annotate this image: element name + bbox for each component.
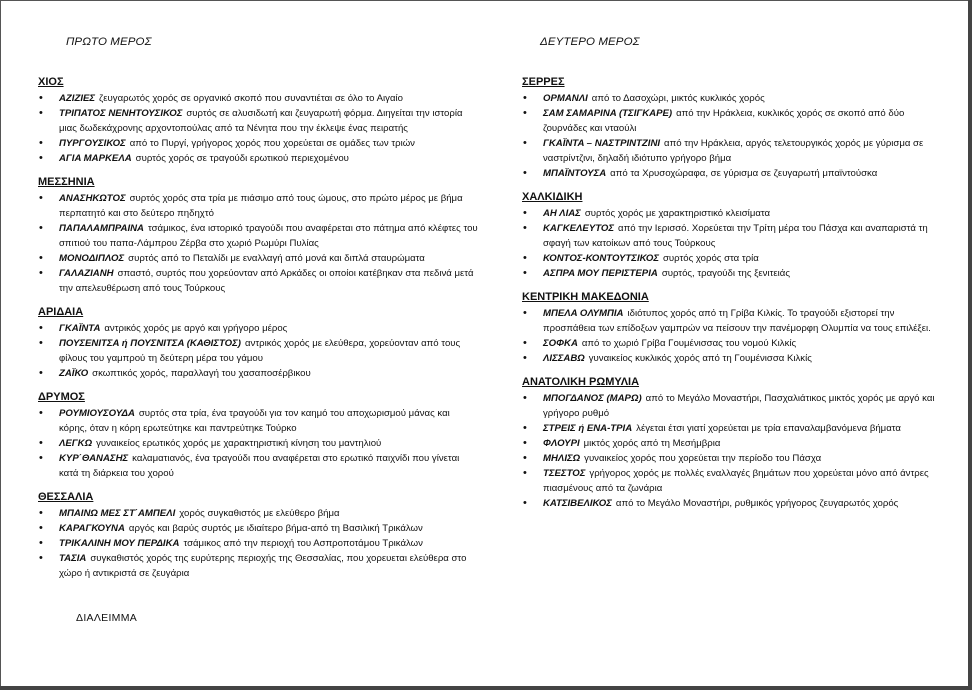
- dance-list: [38, 191, 478, 296]
- dance-list-item: [38, 251, 478, 266]
- dance-description: συρτός στα τρία, ένα τραγούδι για τον καημό του αποχωρισμού μάνας και κόρης, όταν η κόρη ερωτεύτηκε και παντρεύτηκε Τούρκο: [59, 408, 450, 434]
- dance-list: [522, 91, 942, 181]
- dance-list-item: [38, 436, 478, 451]
- dance-description: συρτός χορός στα τρία με πιάσιμο από τους ώμους, στο πρώτο μέρος με βήμα περπατητό και στο δεύτερο πηδηχτό: [59, 193, 463, 219]
- dance-name: ΜΠΕΛΑ ΟΛΥΜΠΙΑ: [543, 308, 624, 319]
- dance-description: συγκαθιστός χορός της ευρύτερης περιοχής της Θεσσαλίας, που χορευεται ελεύθερα στο χώρο ή αντικριστά σε ζευγάρια: [59, 553, 467, 579]
- region-section: [522, 75, 942, 181]
- dance-list-item: [38, 106, 478, 136]
- dance-name: ΚΥΡ΄ΘΑΝΑΣΗΣ: [59, 453, 129, 464]
- dance-name: ΖΑΪΚΟ: [59, 368, 89, 379]
- dance-list-item: [522, 206, 942, 221]
- dance-description: από το Δασοχώρι, μικτός κυκλικός χορός: [591, 93, 765, 104]
- dance-list-item: [522, 91, 942, 106]
- dance-description: καλαματιανός, ένα τραγούδι που αναφέρεται στο ερωτικό παιχνίδι που γίνεται κατά τη διάρκεια του χορού: [59, 453, 460, 479]
- dance-description: από το Μεγάλο Μοναστήρι, ρυθμικός γρήγορος ζευγαρωτός χορός: [615, 498, 899, 509]
- dance-name: ΛΙΣΣΑΒΩ: [543, 353, 585, 364]
- dance-name: ΚΑΡΑΓΚΟΥΝΑ: [59, 523, 125, 534]
- dance-list: [522, 306, 942, 366]
- left-sections: [38, 75, 478, 581]
- dance-name: ΠΟΥΣΕΝΙΤΣΑ ή ΠΟΥΣΝΙΤΣΑ (ΚΑΘΙΣΤΟΣ): [59, 338, 241, 349]
- dance-description: συρτός χορός με χαρακτηριστικό κλεισίματα: [584, 208, 771, 219]
- dance-description: αργός και βαρύς συρτός με ιδιαίτερο βήμα-από τη Βασιλική Τρικάλων: [128, 523, 423, 534]
- dance-list-item: [522, 496, 942, 511]
- dance-name: ΓΚΑΪΝΤΑ: [59, 323, 101, 334]
- dance-description: από την Ιερισσό. Χορεύεται την Τρίτη μέρα του Πάσχα και αναπαριστά τη σφαγή των κατοίκων από τους Τούρκους: [543, 223, 928, 249]
- dance-description: σκωπτικός χορός, παραλλαγή του χασαποσέρβικου: [92, 368, 311, 379]
- dance-description: μικτός χορός από τη Μεσήμβρια: [583, 438, 721, 449]
- region-title: ΑΝΑΤΟΛΙΚΗ ΡΩΜΥΛΙΑ: [522, 376, 640, 388]
- dance-name: ΤΣΕΣΤΟΣ: [543, 468, 586, 479]
- dance-name: ΣΑΜ ΣΑΜΑΡΙΝΑ (ΤΣΙΓΚΑΡΕ): [543, 108, 673, 119]
- dance-description: από την Ηράκλεια, κυκλικός χορός σε σκοπό από δύο ζουρνάδες και νταούλι: [543, 108, 905, 134]
- dance-list: [38, 321, 478, 381]
- dance-name: ΓΚΑΪΝΤΑ – ΝΑΣΤΡΙΝΤΖΙΝΙ: [543, 138, 661, 149]
- dance-description: χορός συγκαθιστός με ελεύθερο βήμα: [179, 508, 340, 519]
- region-title: ΚΕΝΤΡΙΚΗ ΜΑΚΕΔΟΝΙΑ: [522, 291, 649, 303]
- dance-name: ΠΥΡΓΟΥΣΙΚΟΣ: [59, 138, 126, 149]
- region-section: [38, 490, 478, 581]
- dance-name: ΡΟΥΜΙΟΥΣΟΥΔΑ: [59, 408, 135, 419]
- region-title: ΔΡΥΜΟΣ: [38, 391, 85, 403]
- dance-description: τσάμικος από την περιοχή του Ασπροποτάμου Τρικάλων: [183, 538, 423, 549]
- dance-list-item: [38, 406, 478, 436]
- dance-list: [38, 406, 478, 481]
- dance-description: γυναικείος χορός που χορεύεται την περίοδο του Πάσχα: [584, 453, 822, 464]
- dance-description: αντρικός χορός με αργό και γρήγορο μέρος: [104, 323, 288, 334]
- dance-list-item: [38, 536, 478, 551]
- region-section: [522, 290, 942, 366]
- dance-description: συρτός χορός σε τραγούδι ερωτικού περιεχομένου: [135, 153, 349, 164]
- dance-list-item: [522, 451, 942, 466]
- dance-name: ΤΡΙΚΑΛΙΝΗ ΜΟΥ ΠΕΡΔΙΚΑ: [59, 538, 180, 549]
- dance-list-item: [522, 221, 942, 251]
- dance-description: από το χωριό Γρίβα Γουμένισσας του νομού Κιλκίς: [581, 338, 797, 349]
- dance-list-item: [38, 366, 478, 381]
- dance-name: ΣΟΦΚΑ: [543, 338, 578, 349]
- dance-list-item: [38, 91, 478, 106]
- region-title: ΣΕΡΡΕΣ: [522, 76, 565, 88]
- dance-list-item: [522, 466, 942, 496]
- dance-description: τσάμικος, ένα ιστορικό τραγούδι που αναφέρεται στο πάτημα από κλέφτες του σπιτιού του παπα-Λάμπρου Ζέρβα στο χωριό Ρωμύρι Πυλίας: [59, 223, 478, 249]
- dance-description: ιδιότυπος χορός από τη Γρίβα Κιλκίς. Το τραγούδι εξιστορεί την προσπάθεια των επίδοξων γαμπρών να πείσουν την πανέμορφη Ολυμπία να τους επιλέξει.: [543, 308, 931, 334]
- dance-name: ΤΑΣΙΑ: [59, 553, 87, 564]
- dance-list-item: [522, 436, 942, 451]
- dance-list-item: [38, 521, 478, 536]
- part-title-first: ΠΡΩΤΟ ΜΕΡΟΣ: [66, 36, 152, 48]
- dance-list: [522, 391, 942, 511]
- dance-list-item: [38, 151, 478, 166]
- part-title-second: ΔΕΥΤΕΡΟ ΜΕΡΟΣ: [540, 36, 640, 48]
- dance-list: [522, 206, 942, 281]
- dance-description: συρτός από το Πεταλίδι με εναλλαγή από μονά και διπλά σταυρώματα: [128, 253, 425, 264]
- region-title: ΧΑΛΚΙΔΙΚΗ: [522, 191, 583, 203]
- dance-description: σπαστό, συρτός που χορεύονταν από Αρκάδες οι οποίοι κατέβηκαν στα πεδινά μετά την απελευθέρωση από τους Τούρκους: [59, 268, 474, 294]
- dance-name: ΑΗ ΛΙΑΣ: [543, 208, 581, 219]
- dance-name: ΑΝΑΣΗΚΩΤΟΣ: [59, 193, 126, 204]
- dance-list-item: [522, 306, 942, 336]
- right-sections: [522, 75, 942, 511]
- dance-list-item: [38, 551, 478, 581]
- dance-name: ΓΑΛΑΖΙΑΝΗ: [59, 268, 114, 279]
- dance-description: συρτός χορός στα τρία: [663, 253, 759, 264]
- dance-name: ΚΑΓΚΕΛΕΥΤΟΣ: [543, 223, 615, 234]
- page-edge-shadow-right: [968, 0, 972, 690]
- dance-name: ΦΛΟΥΡΙ: [543, 438, 580, 449]
- dance-description: γρήγορος χορός με πολλές εναλλαγές βημάτων που χορεύεται μόνο από άντρες πιασμένους από τα ζωνάρια: [543, 468, 929, 494]
- dance-list-item: [38, 506, 478, 521]
- dance-name: ΜΠΑΙΝΩ ΜΕΣ ΣΤ΄ΑΜΠΕΛΙ: [59, 508, 176, 519]
- dance-list-item: [38, 451, 478, 481]
- page-edge-shadow-bottom: [0, 686, 972, 690]
- dance-list-item: [522, 136, 942, 166]
- region-section: [38, 390, 478, 481]
- region-title: ΧΙΟΣ: [38, 76, 64, 88]
- dance-name: ΣΤΡΕΙΣ ή ΕΝΑ-ΤΡΙΑ: [543, 423, 633, 434]
- dance-list-item: [522, 351, 942, 366]
- dance-description: από το Πυργί, γρήγορος χορός που χορεύεται σε ομάδες των τριών: [129, 138, 415, 149]
- dance-name: ΠΑΠΑΛΑΜΠΡΑΙΝΑ: [59, 223, 144, 234]
- region-section: [38, 75, 478, 166]
- dance-name: ΟΡΜΑΝΛΙ: [543, 93, 588, 104]
- dance-list-item: [522, 336, 942, 351]
- dance-list-item: [38, 321, 478, 336]
- dance-list-item: [38, 191, 478, 221]
- region-title: ΑΡΙΔΑΙΑ: [38, 306, 84, 318]
- dance-description: αντρικός χορός με ελεύθερα, χορεύονταν από τους φίλους του γαμπρού τη δεύτερη μέρα του γάμου: [59, 338, 461, 364]
- dance-description: συρτός σε αλυσιδωτή και ζευγαρωτή φόρμα. Διηγείται την ιστορία μιας δωδεκάχρονης αρχοντοπούλας από τα Νένητα που την έκλεψε ένας πειρατής: [59, 108, 463, 134]
- intermission-label: ΔΙΑΛΕΙΜΜΑ: [76, 612, 138, 624]
- dance-list-item: [522, 391, 942, 421]
- right-column: [522, 34, 942, 520]
- dance-list-item: [522, 266, 942, 281]
- dance-description: από το Μεγάλο Μοναστήρι, Πασχαλιάτικος μικτός χορός με αργό και γρήγορο ρυθμό: [543, 393, 935, 419]
- dance-name: ΑΖΙΖΙΕΣ: [59, 93, 96, 104]
- dance-description: από την Ηράκλεια, αργός τελετουργικός χορός με γύρισμα σε ναστρίντζινι, δηλαδή ιδιότυπο γρήγορο βήμα: [543, 138, 924, 164]
- dance-name: ΤΡΙΠΑΤΟΣ ΝΕΝΗΤΟΥΣΙΚΟΣ: [59, 108, 183, 119]
- dance-list-item: [522, 421, 942, 436]
- dance-list: [38, 91, 478, 166]
- dance-name: ΜΟΝΟΔΙΠΛΟΣ: [59, 253, 125, 264]
- dance-name: ΚΟΝΤΟΣ-ΚΟΝΤΟΥΤΣΙΚΟΣ: [543, 253, 659, 264]
- region-section: [522, 375, 942, 511]
- dance-name: ΜΗΛΙΣΩ: [543, 453, 581, 464]
- dance-list-item: [522, 166, 942, 181]
- dance-list-item: [522, 251, 942, 266]
- region-section: [38, 305, 478, 381]
- dance-list-item: [38, 221, 478, 251]
- dance-name: ΑΓΙΑ ΜΑΡΚΕΛΑ: [59, 153, 132, 164]
- dance-description: γυναικείος κυκλικός χορός από τη Γουμένισσα Κιλκίς: [588, 353, 812, 364]
- region-title: ΘΕΣΣΑΛΙΑ: [38, 491, 94, 503]
- dance-name: ΛΕΓΚΩ: [59, 438, 93, 449]
- dance-description: λέγεται έτσι γιατί χορεύεται με τρία επαναλαμβανόμενα βήματα: [636, 423, 901, 434]
- region-section: [38, 175, 478, 296]
- dance-name: ΑΣΠΡΑ ΜΟΥ ΠΕΡΙΣΤΕΡΙΑ: [543, 268, 658, 279]
- dance-name: ΜΠΟΓΔΑΝΟΣ (ΜΑΡΩ): [543, 393, 642, 404]
- region-section: [522, 190, 942, 281]
- dance-list-item: [522, 106, 942, 136]
- dance-description: γυναικείος ερωτικός χορός με χαρακτηριστική κίνηση του μαντηλιού: [96, 438, 382, 449]
- dance-description: από τα Χρυσοχώραφα, σε γύρισμα σε ζευγαρωτή μπαϊντούσκα: [610, 168, 878, 179]
- dance-description: ζευγαρωτός χορός σε οργανικό σκοπό που συναντιέται σε όλο το Αιγαίο: [99, 93, 403, 104]
- dance-list-item: [38, 136, 478, 151]
- left-column: [38, 34, 478, 590]
- region-title: ΜΕΣΣΗΝΙΑ: [38, 176, 95, 188]
- dance-list-item: [38, 336, 478, 366]
- dance-name: ΜΠΑΪΝΤΟΥΣΑ: [543, 168, 607, 179]
- dance-description: συρτός, τραγούδι της ξενιτειάς: [661, 268, 790, 279]
- dance-list-item: [38, 266, 478, 296]
- dance-list: [38, 506, 478, 581]
- dance-name: ΚΑΤΣΙΒΕΛΙΚΟΣ: [543, 498, 612, 509]
